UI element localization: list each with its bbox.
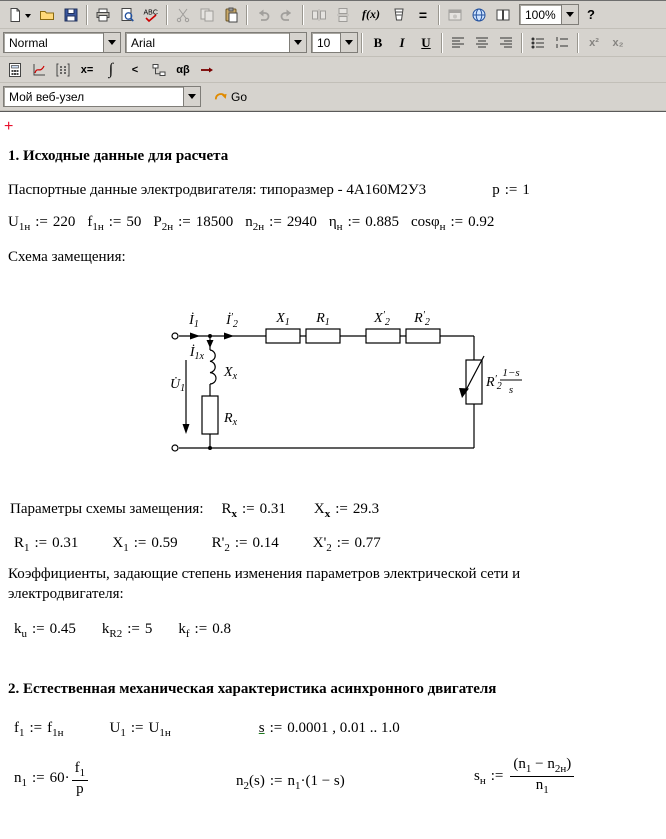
open-folder-icon — [39, 7, 55, 23]
chevron-down-icon — [345, 40, 353, 45]
toolbar-separator — [441, 33, 443, 53]
align-center-button[interactable] — [470, 32, 494, 54]
insert-function-icon: f(x) — [362, 7, 380, 21]
insert-component-button[interactable] — [443, 4, 467, 26]
programming-flowchart-icon — [151, 62, 167, 78]
resistor-x1 — [266, 329, 300, 343]
svg-text:ABC: ABC — [143, 9, 158, 16]
subscript-button[interactable] — [606, 32, 630, 54]
integral-icon: ∫ — [108, 60, 114, 78]
junction-dot — [208, 334, 212, 338]
scheme-caption[interactable]: Схема замещения: — [8, 249, 126, 265]
math-toolbar — [0, 57, 666, 83]
insert-component-icon — [447, 7, 463, 23]
math-region-n1[interactable]: $n_1$ := 60· $\frac{f_1}{p}$ — [14, 760, 90, 798]
evaluation-icon: x= — [80, 63, 94, 76]
resistor-rx — [202, 396, 218, 434]
graph-palette-button[interactable] — [27, 59, 51, 81]
resource-center-book-icon — [495, 7, 511, 23]
math-region-n2n[interactable]: $n_{2н}$ := 2940 — [245, 214, 317, 233]
check-spelling-button[interactable] — [139, 4, 163, 26]
math-region-x1[interactable]: $X_1$ := 0.59 — [112, 535, 178, 554]
math-region-eta[interactable]: $\eta_н$ := 0.885 — [328, 214, 399, 233]
toolbar-separator — [166, 5, 168, 25]
coefficients-row — [14, 621, 231, 640]
matrix-palette-button[interactable] — [51, 59, 75, 81]
toolbar-separator — [361, 33, 363, 53]
paste-clipboard-icon — [223, 7, 239, 23]
help-button[interactable] — [579, 4, 603, 26]
align-left-icon — [450, 35, 466, 51]
align-right-icon — [498, 35, 514, 51]
math-region-u1n[interactable]: $U_{1н}$ := 220 — [8, 214, 76, 233]
toolbar-area — [0, 0, 666, 112]
print-icon — [95, 7, 111, 23]
math-region-cosphi[interactable]: cosφ$_н$ := 0.92 — [410, 214, 495, 233]
insert-unit-button[interactable] — [387, 4, 411, 26]
align-down-icon — [335, 7, 351, 23]
italic-icon: I — [399, 34, 405, 50]
address-combobox[interactable] — [3, 86, 201, 107]
print-preview-icon — [119, 7, 135, 23]
bullet-list-button[interactable] — [526, 32, 550, 54]
math-region-f1n[interactable]: $f_{1н}$ := 50 — [87, 214, 142, 233]
label-i1x: $İ_{1x}$ — [189, 345, 204, 362]
label-x1: $X_1$ — [276, 311, 290, 328]
align-across-icon — [311, 7, 327, 23]
coefficients-text-line1: Коэффициенты, задающие степень изменения параметров электрической сети и — [8, 566, 521, 582]
new-document-icon — [7, 7, 23, 23]
symbolic-arrow-icon — [199, 62, 215, 78]
font-value: Arial — [131, 35, 156, 50]
math-region-n2s[interactable]: $n_2(s)$ := $n_1\cdot(1 - s)$ — [236, 773, 345, 792]
math-region-r1[interactable]: $R_1$ := 0.31 — [14, 535, 79, 554]
less-than-icon: < — [131, 63, 139, 76]
boolean-palette-button[interactable] — [123, 59, 147, 81]
superscript-icon: x² — [589, 36, 599, 49]
chevron-down-icon — [108, 40, 116, 45]
help-question-icon: ? — [587, 7, 595, 22]
math-region-s-range[interactable]: s := 0.0001 , 0.01 .. 1.0 — [258, 720, 400, 736]
toolbar-separator — [246, 5, 248, 25]
label-r2s-denominator: s — [508, 384, 514, 396]
cut-scissors-icon — [175, 7, 191, 23]
open-button[interactable] — [35, 4, 59, 26]
cut-button[interactable] — [171, 4, 195, 26]
math-region-u1[interactable]: $U_1$ := $U_{1н}$ — [109, 720, 171, 739]
bullet-list-icon — [530, 35, 546, 51]
style-dropdown-button[interactable] — [103, 33, 120, 52]
label-r2s: $R'_2$ — [486, 374, 502, 392]
redo-arrow-icon — [279, 7, 295, 23]
coefficients-text-line2: электродвигателя: — [8, 586, 124, 602]
params2-row — [14, 535, 381, 554]
label-u1: $U̇_1$ — [170, 377, 186, 394]
chevron-down-icon — [294, 40, 302, 45]
programming-palette-button[interactable] — [147, 59, 171, 81]
graph-icon — [31, 62, 47, 78]
save-button[interactable] — [59, 4, 83, 26]
font-size-dropdown-button[interactable] — [340, 33, 357, 52]
greek-alphabet-icon: αβ — [176, 63, 190, 76]
address-value: Мой веб-узел — [9, 89, 85, 104]
superscript-button[interactable] — [582, 32, 606, 54]
style-value: Normal — [9, 35, 48, 50]
font-combobox[interactable] — [125, 32, 307, 53]
math-region-rx[interactable]: $R_x$ := 0.31 — [221, 501, 286, 520]
math-region-sn[interactable]: $s_н$ := $\frac{(n_1 - n_{2н})}{n_1}$ — [474, 756, 576, 796]
numbered-list-button[interactable] — [550, 32, 574, 54]
align-across-button[interactable] — [307, 4, 331, 26]
font-size-combobox[interactable] — [311, 32, 358, 53]
current-arrowhead-i2 — [224, 333, 234, 340]
junction-dot — [208, 446, 212, 450]
calculator-palette-button[interactable] — [3, 59, 27, 81]
copy-icon — [199, 7, 215, 23]
new-document-button[interactable] — [3, 4, 35, 26]
toolbar-separator — [302, 5, 304, 25]
evaluation-palette-button[interactable] — [75, 59, 99, 81]
section-2-heading[interactable]: 2. Естественная механическая характеристика асинхронного двигателя — [8, 681, 497, 697]
math-region-f1[interactable]: $f_1$ := $f_{1н}$ — [14, 720, 64, 739]
math-region-xx[interactable]: $X_x$ := 29.3 — [313, 501, 380, 520]
crosshair-cursor: + — [4, 118, 14, 135]
nameplate-row — [8, 214, 494, 233]
label-r2s-numerator: 1−s — [502, 367, 520, 379]
check-spelling-icon — [143, 7, 159, 23]
toolbar-separator — [86, 5, 88, 25]
label-r1: $R_1$ — [316, 311, 330, 328]
calculator-icon — [7, 62, 23, 78]
voltage-arrowhead — [183, 424, 190, 434]
undo-button[interactable] — [251, 4, 275, 26]
redo-button[interactable] — [275, 4, 299, 26]
terminal-bottom — [172, 445, 178, 451]
align-right-button[interactable] — [494, 32, 518, 54]
toolbar-separator — [438, 5, 440, 25]
hyperlink-globe-icon — [471, 7, 487, 23]
align-center-icon — [474, 35, 490, 51]
subscript-icon: x₂ — [612, 36, 624, 49]
greek-palette-button[interactable] — [171, 59, 195, 81]
math-region-p2n[interactable]: $P_{2н}$ := 18500 — [153, 214, 234, 233]
insert-hyperlink-button[interactable] — [467, 4, 491, 26]
align-left-button[interactable] — [446, 32, 470, 54]
bold-button[interactable] — [366, 32, 390, 54]
section-1-heading[interactable]: 1. Исходные данные для расчета — [8, 148, 229, 164]
print-preview-button[interactable] — [115, 4, 139, 26]
coefficients-text-region[interactable] — [8, 564, 520, 604]
label-i2-prime: $İ'_2$ — [226, 312, 238, 330]
copy-button[interactable] — [195, 4, 219, 26]
go-button[interactable] — [207, 86, 253, 108]
print-button[interactable] — [91, 4, 115, 26]
chevron-down-icon — [566, 12, 574, 17]
go-arrow-icon — [213, 89, 228, 104]
zoom-value: 100% — [525, 7, 556, 22]
calculate-button[interactable] — [411, 4, 435, 26]
current-arrowhead-i1 — [190, 333, 200, 340]
label-x2-prime: $X'_2$ — [374, 310, 390, 328]
underline-button[interactable] — [414, 32, 438, 54]
math-region-kr2[interactable]: $k_{R2}$ := 5 — [101, 621, 153, 640]
toolbar-separator — [577, 33, 579, 53]
math-region-r2p[interactable]: $R'_2$ := 0.14 — [211, 535, 279, 554]
insert-function-button[interactable] — [355, 4, 387, 26]
bold-icon: B — [373, 34, 383, 50]
font-dropdown-button[interactable] — [289, 33, 306, 52]
matrix-icon — [55, 62, 71, 78]
resistor-r1 — [306, 329, 340, 343]
zoom-combobox[interactable] — [519, 4, 579, 25]
params-row — [10, 501, 379, 520]
address-dropdown-button[interactable] — [183, 87, 200, 106]
resistor-x2 — [366, 329, 400, 343]
worksheet[interactable] — [0, 112, 666, 839]
font-size-value: 10 — [317, 35, 331, 50]
calculus-palette-button[interactable] — [99, 59, 123, 81]
passport-text-region[interactable]: Паспортные данные электродвигателя: типоразмер - 4А160М2У3 — [8, 182, 427, 198]
standard-toolbar — [0, 1, 666, 29]
italic-button[interactable] — [390, 32, 414, 54]
address-toolbar — [0, 83, 666, 111]
resistor-r2s — [466, 360, 482, 404]
label-r2-prime: $R'_2$ — [414, 310, 430, 328]
new-dropdown-arrow-icon[interactable] — [25, 14, 31, 21]
label-i1: $İ_1$ — [189, 313, 199, 330]
underline-icon: U — [421, 34, 431, 50]
paste-button[interactable] — [219, 4, 243, 26]
save-icon — [63, 7, 79, 23]
passport-line — [8, 182, 530, 199]
current-arrowhead-i1x — [207, 340, 214, 348]
label-rx: $R_x$ — [224, 411, 238, 428]
math-region-kf[interactable]: $k_f$ := 0.8 — [178, 621, 231, 640]
formatting-toolbar — [0, 29, 666, 57]
terminal-top — [172, 333, 178, 339]
numbered-list-icon — [554, 35, 570, 51]
style-combobox[interactable] — [3, 32, 121, 53]
align-down-button[interactable] — [331, 4, 355, 26]
chevron-down-icon — [188, 94, 196, 99]
go-label: Go — [230, 89, 247, 104]
math-region-x2p[interactable]: $X'_2$ := 0.77 — [312, 535, 381, 554]
undo-arrow-icon — [255, 7, 271, 23]
resistor-r2 — [406, 329, 440, 343]
calculate-equals-icon: = — [418, 6, 428, 23]
symbolic-palette-button[interactable] — [195, 59, 219, 81]
insert-unit-cup-icon — [391, 7, 407, 23]
zoom-dropdown-button[interactable] — [561, 5, 578, 24]
math-region-p[interactable]: p := 1 — [492, 182, 530, 198]
params-caption[interactable]: Параметры схемы замещения: — [10, 501, 204, 517]
toolbar-separator — [521, 33, 523, 53]
label-xx: $X_x$ — [224, 365, 238, 382]
equivalent-circuit-diagram[interactable] — [166, 288, 526, 463]
inductor-xx — [210, 350, 216, 384]
resource-center-button[interactable] — [491, 4, 515, 26]
definitions-row — [14, 720, 400, 739]
math-region-ku[interactable]: $k_u$ := 0.45 — [14, 621, 76, 640]
